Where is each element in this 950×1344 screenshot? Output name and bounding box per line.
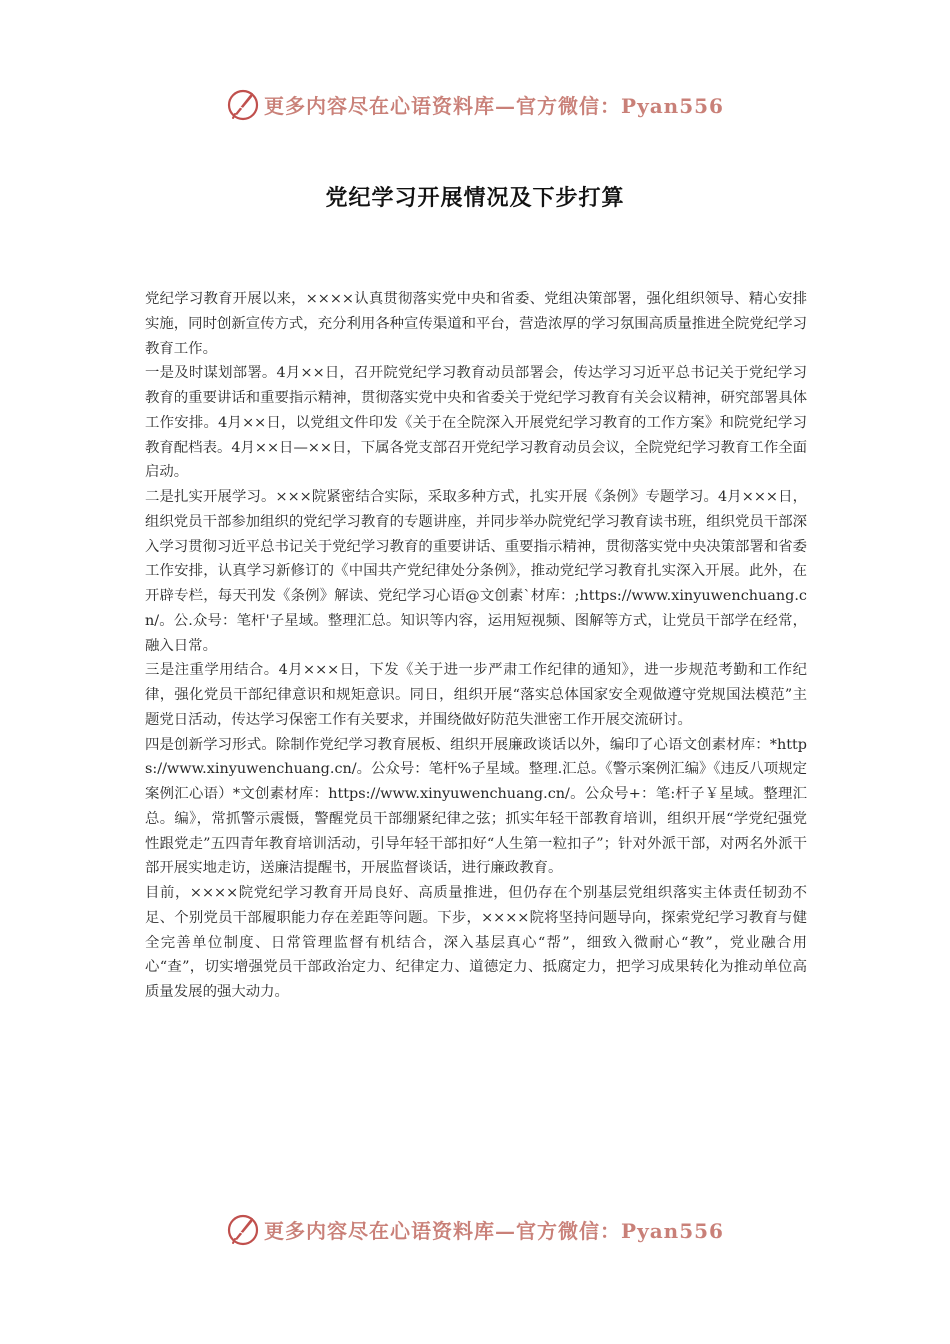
page-title: 党纪学习开展情况及下步打算 (325, 185, 625, 211)
header-banner (0, 84, 950, 124)
paragraph-application: 三是注重学用结合。4月×××日，下发《关于进一步严肃工作纪律的通知》，进一步规范考勤和工作纪律，强化党员干部纪律意识和规矩意识。同日，组织开展“落实总体国家安全观做遵守党规国法模范”主题党日活动，传达学习保密工作有关要求，并围绕做好防范失泄密工作开展交流研讨。 (145, 662, 807, 728)
quill-pen-logo-icon (226, 1212, 260, 1246)
paragraph-study: 二是扎实开展学习。×××院紧密结合实际，采取多种方式，扎实开展《条例》专题学习。4月×××日，组织党员干部参加组织的党纪学习教育的专题讲座，并同步举办院党纪学习教育读书班，组织党员干部深入学习贯彻习近平总书记关于党纪学习教育的重要讲话、重要指示精神，贯彻落实党中央决策部署和省委工作安排，认真学习新修订的《中国共产党纪律处分条例》，推动党纪学习教育扎实深入开展。此外，在开辟专栏，每天刊发《条例》解读、党纪学习心语@文创素`材库：;https://www.xinyuwenchuang.cn/。公.众号：笔杆'子星域。整理汇总。知识等内容，运用短视频、图解等方式，让党员干部学在经常，融入日常。 (145, 489, 807, 654)
footer-banner (0, 1209, 950, 1249)
footer-banner-text: 更多内容尽在心语资料库—官方微信：Pyan556 (264, 1218, 724, 1243)
paragraph-conclusion: 目前，××××院党纪学习教育开局良好、高质量推进，但仍存在个别基层党组织落实主体责任韧劲不足、个别党员干部履职能力存在差距等问题。下步，××××院将坚持问题导向，探索党纪学习教育与健全完善单位制度、日常管理监督有机结合，深入基层真心“帮”，细致入微耐心“教”，党业融合用心“查”，切实增强党员干部政治定力、纪律定力、道德定力、抵腐定力，把学习成果转化为推动单位高质量发展的强大动力。 (145, 885, 807, 1000)
header-banner-text: 更多内容尽在心语资料库—官方微信：Pyan556 (264, 93, 724, 118)
document-body (145, 287, 807, 1005)
paragraph-innovation: 四是创新学习形式。除制作党纪学习教育展板、组织开展廉政谈话以外，编印了心语文创素材库：*https://www.xinyuwenchuang.cn/。公众号：笔杆%子星域。整理.汇总。《警示案例汇编》《违反八项规定案例汇心语）*文创素材库：https://www.xinyuwenchuang.cn/。公众号+：笔:杆子￥星域。整理汇总。编》，常抓警示震慑，警醒党员干部绷紧纪律之弦；抓实年轻干部教育培训，组织开展“学党纪强党性跟党走”五四青年教育培训活动，引导年轻干部扣好“人生第一粒扣子”；针对外派干部，对两名外派干部开展实地走访，送廉洁提醒书，开展监督谈话，进行廉政教育。 (145, 736, 807, 877)
quill-pen-logo-icon (226, 87, 260, 121)
paragraph-planning: 一是及时谋划部署。4月××日，召开院党纪学习教育动员部署会，传达学习习近平总书记关于党纪学习教育的重要讲话和重要指示精神，贯彻落实党中央和省委关于党纪学习教育有关会议精神，研究部署具体工作安排。4月××日，以党组文件印发《关于在全院深入开展党纪学习教育的工作方案》和院党纪学习教育配档表。4月××日—××日，下属各党支部召开党纪学习教育动员会议，全院党纪学习教育工作全面启动。 (145, 365, 807, 481)
paragraph-intro: 党纪学习教育开展以来，××××认真贯彻落实党中央和省委、党组决策部署，强化组织领导、精心安排实施，同时创新宣传方式，充分利用各种宣传渠道和平台，营造浓厚的学习氛围高质量推进全院党纪学习教育工作。 (145, 291, 807, 357)
